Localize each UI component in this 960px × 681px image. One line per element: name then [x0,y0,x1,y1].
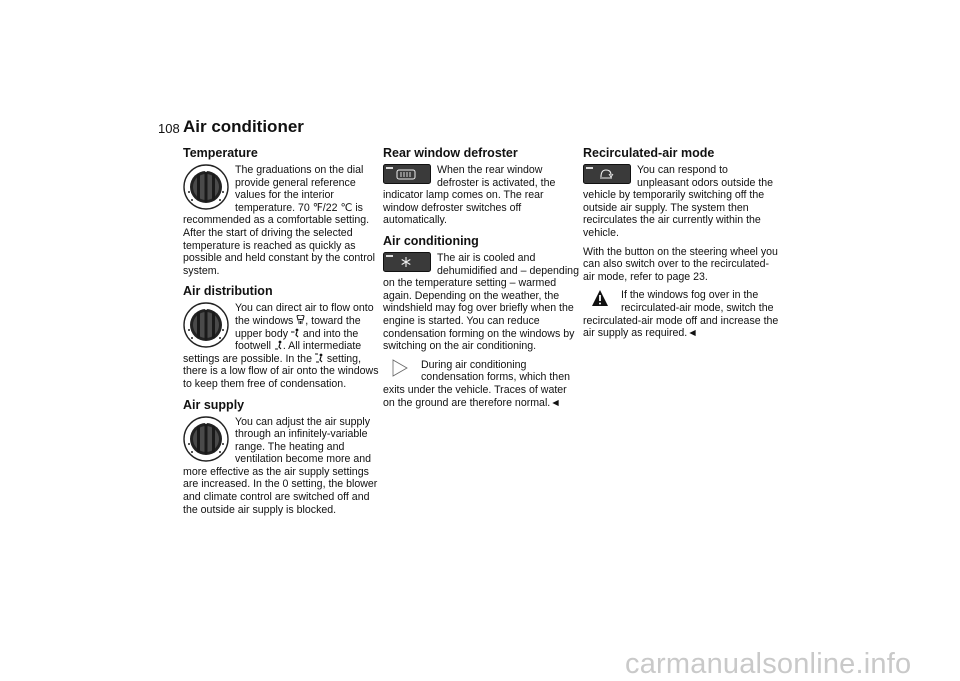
heading-air-supply: Air supply [183,397,245,412]
air-distribution-text-5: setting, there is a low flow of air onto the windows to keep them free of condensation. [183,352,379,390]
section-air-supply [183,398,379,517]
column-left [183,146,379,523]
air-distribution-dial-icon [183,302,229,348]
rear-window-defroster-text: When the rear window defroster is activated, the indicator lamp comes on. The rear window defroster switches off automatically. [383,164,556,227]
heading-rear-window-defroster: Rear window defroster [383,146,518,160]
recirculated-air-text: You can respond to unpleasant odors outside the vehicle by temporarily switching off the outside air supply. The system then recirculates the air currently within the vehicle. [583,164,774,239]
section-rear-window-defroster [383,146,579,227]
heading-air-distribution: Air distribution [183,284,273,299]
air-distribution-text-3: and into the footwell [235,327,359,353]
note-triangle-icon [391,359,409,377]
air-supply-text: You can adjust the air supply through an infinitely-variable range. The heating and ventilation become more and more effective as the air supply settings are increased. In the 0 setting, the blower and climate control are switched off and the outside air supply is blocked. [183,415,378,516]
recirculated-air-text-2: With the button on the steering wheel you can also switch over to the recirculated-air mode, refer to page 23. [583,245,778,283]
windshield-airflow-icon [296,315,305,325]
recirculated-air-warning: If the windows fog over in the recirculated-air mode, switch the recirculated-air mode off and increase the air supply as required.◄ [583,289,779,340]
footer-watermark: carmanualsonline.info [625,648,912,680]
section-temperature [183,146,379,277]
air-distribution-text-2: , toward the upper body [235,314,361,340]
air-conditioning-text: The air is cooled and dehumidified and – depending on the temperature setting – warmed again. Depending on the weather, the windshield may fog over briefly when the engine is started. You can reduce condensation forming on the windows by switching on the air conditioning. [383,251,579,353]
footwell-airflow-icon [274,340,283,350]
recirculation-button-icon [583,164,631,184]
air-conditioning-note: During air conditioning condensation forms, which then exits under the vehicle. Traces of water on the ground are therefore normal.◄ [383,358,570,409]
temperature-text: The graduations on the dial provide general reference values for the interior temperature. 70 ℉/22 ℃ is recommended as a comfortable setting. After the start of driving the selected temperature is reached as quickly as possible and held constant by the control system. [183,164,375,277]
windshield-footwell-airflow-icon [315,353,324,363]
air-supply-dial-icon [183,416,229,462]
column-middle [383,146,579,416]
page-title: Air conditioner [183,117,304,136]
temperature-dial-icon [183,164,229,210]
heading-recirculated-air: Recirculated-air mode [583,146,715,160]
ac-button-icon [383,252,431,272]
heading-temperature: Temperature [183,146,258,160]
section-air-conditioning [383,234,579,409]
heading-air-conditioning: Air conditioning [383,233,479,248]
section-air-distribution [183,284,379,390]
section-recirculated-air [583,146,779,340]
upper-body-airflow-icon [291,328,300,338]
page-number: 108 [158,121,180,136]
rear-defroster-button-icon [383,164,431,184]
air-distribution-text-1: You can direct air to flow onto the windows [235,302,374,327]
column-right [583,146,779,347]
air-distribution-text-4: . All intermediate settings are possible. In the [183,340,362,365]
warning-triangle-icon [591,289,609,307]
